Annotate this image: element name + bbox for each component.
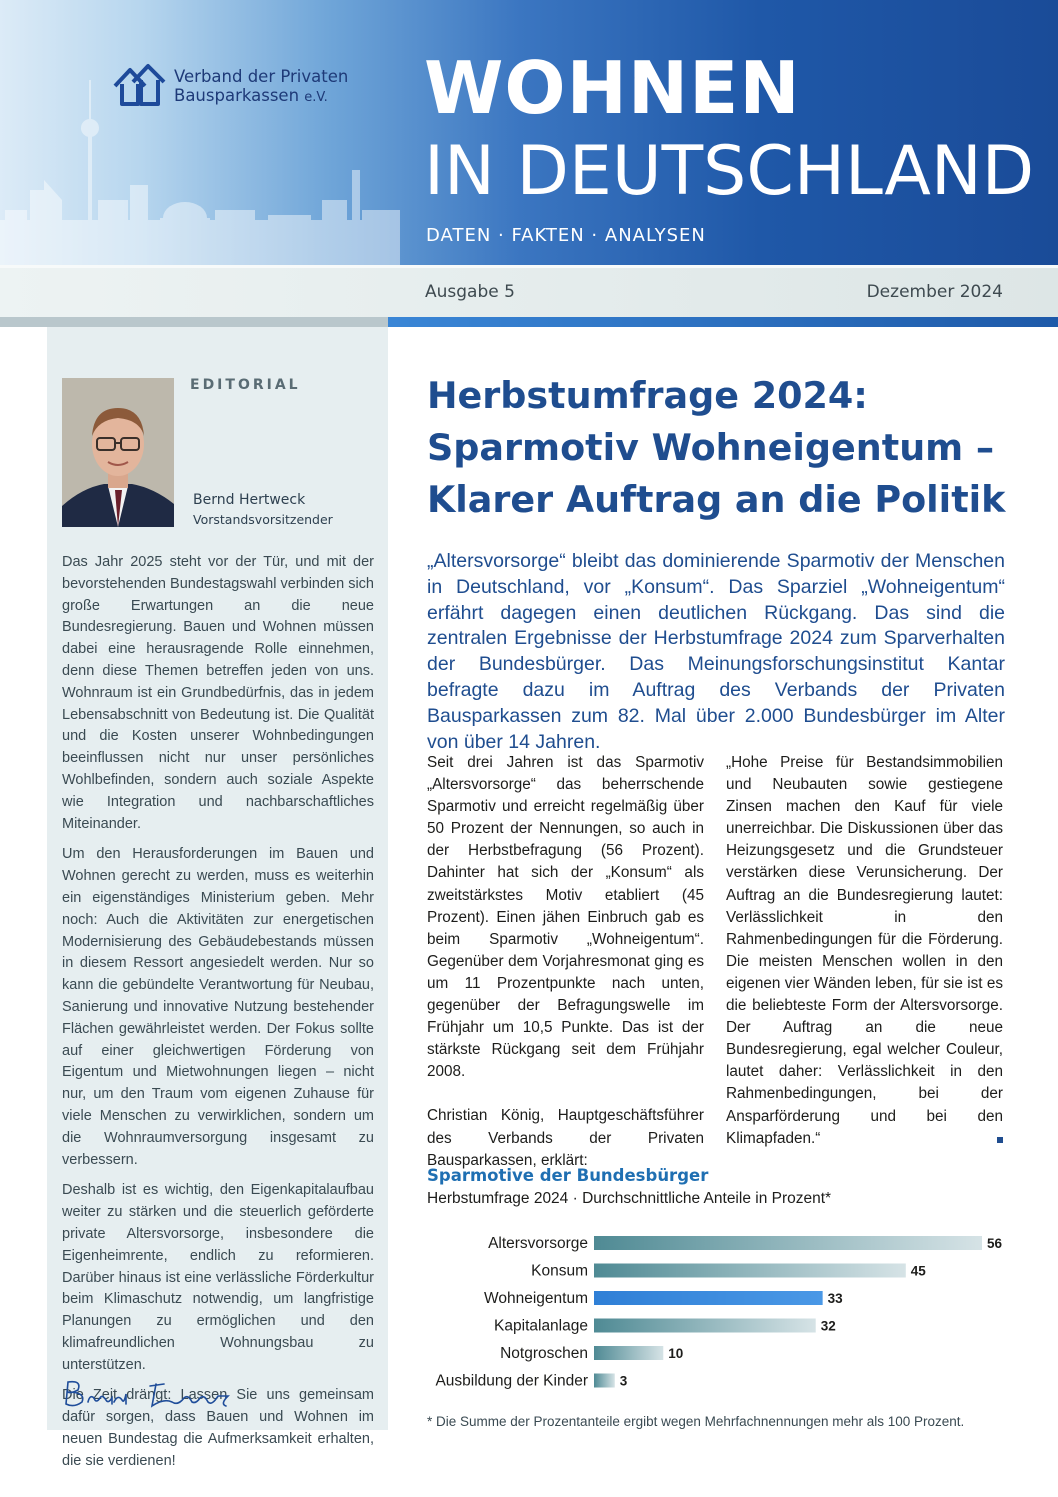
divider-right: [388, 317, 1058, 327]
chart-title: Sparmotive der Bundesbürger: [427, 1166, 709, 1185]
publication-title-line-1: WOHNEN: [424, 46, 801, 130]
category-label-wohneigentum: Wohneigentum: [484, 1290, 588, 1307]
category-label-notgroschen: Notgroschen: [500, 1345, 588, 1362]
author-name: Bernd Hertweck: [193, 492, 306, 508]
headline-line-3: Klarer Auftrag an die Politik: [427, 478, 1006, 521]
handwritten-signature: [60, 1374, 240, 1414]
issue-date: Dezember 2024: [866, 282, 1003, 302]
bar-altersvorsorge: [594, 1236, 982, 1250]
masthead: [0, 0, 1058, 265]
editorial-sidebar: [47, 327, 388, 1469]
author-portrait: [62, 378, 174, 527]
editorial-paragraph: Deshalb ist es wichtig, den Eigenkapitalaufbau weiter zu stärken und die steuerlich geförderte private Altersvorsorge, insbesondere die Eigenheimrente, endlich zu reformieren. Darüber hinaus ist eine verlässliche Förderkultur beim Klimaschutz notwendig, um langfristige Planungen zu ermöglichen und den klimafreundlichen Wohnungsbau zu unterstützen.: [62, 1182, 374, 1373]
org-line-1: Verband der Privaten: [174, 67, 349, 86]
end-mark-icon: [997, 1137, 1003, 1143]
bar-wohneigentum: [594, 1291, 823, 1305]
org-line-2: Bausparkassen e.V.: [174, 86, 328, 105]
value-label-wohneigentum: 33: [827, 1291, 843, 1306]
article-column-left: [427, 752, 704, 1194]
quote-text: „Hohe Preise für Bestandsimmobilien und Neubauten sowie gestiegene Zinsen machen den Kauf für viele unerreichbar. Die Diskussionen über das Heizungsgesetz und die Grundsteuer verstärken diese Verunsicherung. Der Auftrag an die Bundesregierung lautet: Verlässlichkeit in den Rahmenbedingungen für die Förderung. Die meisten Menschen wollen in den eigenen vier Wänden leben, für sie ist es die beliebteste Form der Altersvorsorge. Der Auftrag an die neue Bundesregierung, egal welcher Couleur, lautet daher: Verlässlichkeit in den Rahmenbedingungen, bei der Ansparförderung und bei den Klimapfaden.“: [726, 754, 1003, 1147]
headline-line-1: Herbstumfrage 2024:: [427, 374, 868, 417]
article-paragraph: Christian König, Hauptgeschäftsführer des Verbands der Privaten Bausparkassen, erklärt:: [427, 1107, 704, 1169]
value-label-kapitalanlage: 32: [820, 1318, 836, 1334]
publication-title-line-2: IN DEUTSCHLAND: [424, 132, 1035, 211]
publication-subtitle: DATEN · FAKTEN · ANALYSEN: [426, 225, 706, 246]
headline-line-2: Sparmotiv Wohneigentum –: [427, 426, 995, 469]
bar-chart: [420, 1228, 1020, 1398]
bar-konsum: [594, 1264, 906, 1278]
editorial-paragraph: Das Jahr 2025 steht vor der Tür, und mit der bevorstehenden Bundestagswahl verbinden sich große Erwartungen an die neue Bundesregierung. Bauen und Wohnen müssen dabei eine herausragende Rolle einnehmen, denn diese Themen betreffen jeden von uns. Wohnraum ist ein Grundbedürfnis, das in jedem Lebensabschnitt von Bedeutung ist. Die Qualität und die Kosten unserer Wohnbedingungen beeinflussen nicht nur unser persönliches Wohlbefinden, sondern auch soziale Aspekte wie Integration und nachbarschaftliches Miteinander.: [62, 554, 374, 832]
chart-subtitle: Herbstumfrage 2024 · Durchschnittliche Anteile in Prozent*: [427, 1190, 832, 1207]
article-paragraph: Seit drei Jahren ist das Sparmotiv „Altersvorsorge“ das beherrschende Sparmotiv und erreicht regelmäßig über 50 Prozent der Nennungen, so auch in der Herbstbefragung (56 Prozent). Dahinter hat sich der „Konsum“ als zweitstärkstes Motiv etabliert (45 Prozent). Einen jähen Einbruch gab es beim Sparmotiv „Wohneigentum“. Gegenüber dem Vorjahresmonat ging es um 11 Prozentpunkte nach unten, gegenüber der Befragungswelle im Frühjahr um 10,5 Punkte. Das ist der stärkste Rückgang seit dem Frühjahr 2008.: [427, 754, 704, 1081]
category-label-konsum: Konsum: [531, 1262, 588, 1280]
bar-ausbildung-der-kinder: [594, 1374, 615, 1388]
editorial-paragraph: Die Zeit drängt: Lassen Sie uns gemeinsam dafür sorgen, dass Bauen und Wohnen im neuen Bundestag die Aufmerksamkeit erhalten, die sie verdienen!: [62, 1387, 374, 1469]
issue-bar: [0, 265, 1058, 317]
author-role: Vorstandsvorsitzender: [193, 512, 333, 527]
article-headline: [427, 370, 1027, 526]
house-logo-icon: [112, 62, 168, 108]
value-label-altersvorsorge: 56: [987, 1236, 1003, 1251]
bar-kapitalanlage: [594, 1319, 816, 1333]
issue-number: Ausgabe 5: [425, 282, 515, 302]
editorial-paragraph: Um den Herausforderungen im Bauen und Wohnen gerecht zu werden, muss es weiterhin ein eigenständiges Ministerium geben. Mehr noch: Auch die Aktivitäten zur energetischen Modernisierung des Gebäudebestands müssen in diesem Ressort angesiedelt werden. Nur so kann die gebündelte Verantwortung für Neubau, Sanierung und innovative Nutzung bestehender Flächen gewährleistet werden. Der Fokus sollte auf einer gleichwertigen Förderung von Eigentum und Mietwohnungen liegen – nicht nur, um den Traum vom eigenen Zuhause für viele Menschen zu verwirklichen, sondern um die Wohnraumversorgung insgesamt zu verbessern.: [62, 846, 374, 1168]
section-label: EDITORIAL: [190, 377, 301, 393]
value-label-notgroschen: 10: [668, 1346, 684, 1361]
category-label-ausbildung-der-kinder: Ausbildung der Kinder: [435, 1372, 588, 1390]
editorial-text: [62, 552, 374, 1482]
article-lead: „Altersvorsorge“ bleibt das dominierende Sparmotiv der Menschen in Deutschland, vor „Konsum“. Das Sparziel „Wohneigentum“ erfährt dagegen einen deutlichen Rückgang. Das sind die zentralen Ergebnisse der Herbstumfrage 2024 zum Sparverhalten der Bundesbürger. Das Meinungsforschungsinstitut Kantar befragte dazu im Auftrag des Verbands der Privaten Bausparkassen zum 82. Mal über 2.000 Bundesbürger im Alter von über 14 Jahren.: [427, 550, 1005, 753]
category-label-kapitalanlage: Kapitalanlage: [494, 1317, 588, 1335]
category-label-altersvorsorge: Altersvorsorge: [488, 1235, 588, 1252]
org-name: [174, 67, 374, 107]
chart-footnote: * Die Summe der Prozentanteile ergibt wegen Mehrfachnennungen mehr als 100 Prozent.: [427, 1414, 965, 1429]
value-label-konsum: 45: [910, 1263, 926, 1279]
bar-notgroschen: [594, 1346, 663, 1360]
article-paragraph: [726, 752, 1003, 1150]
value-label-ausbildung-der-kinder: 3: [619, 1373, 628, 1389]
article-column-right: [726, 752, 1003, 1172]
divider-left: [0, 317, 388, 327]
vdpb-logo: [112, 62, 372, 112]
